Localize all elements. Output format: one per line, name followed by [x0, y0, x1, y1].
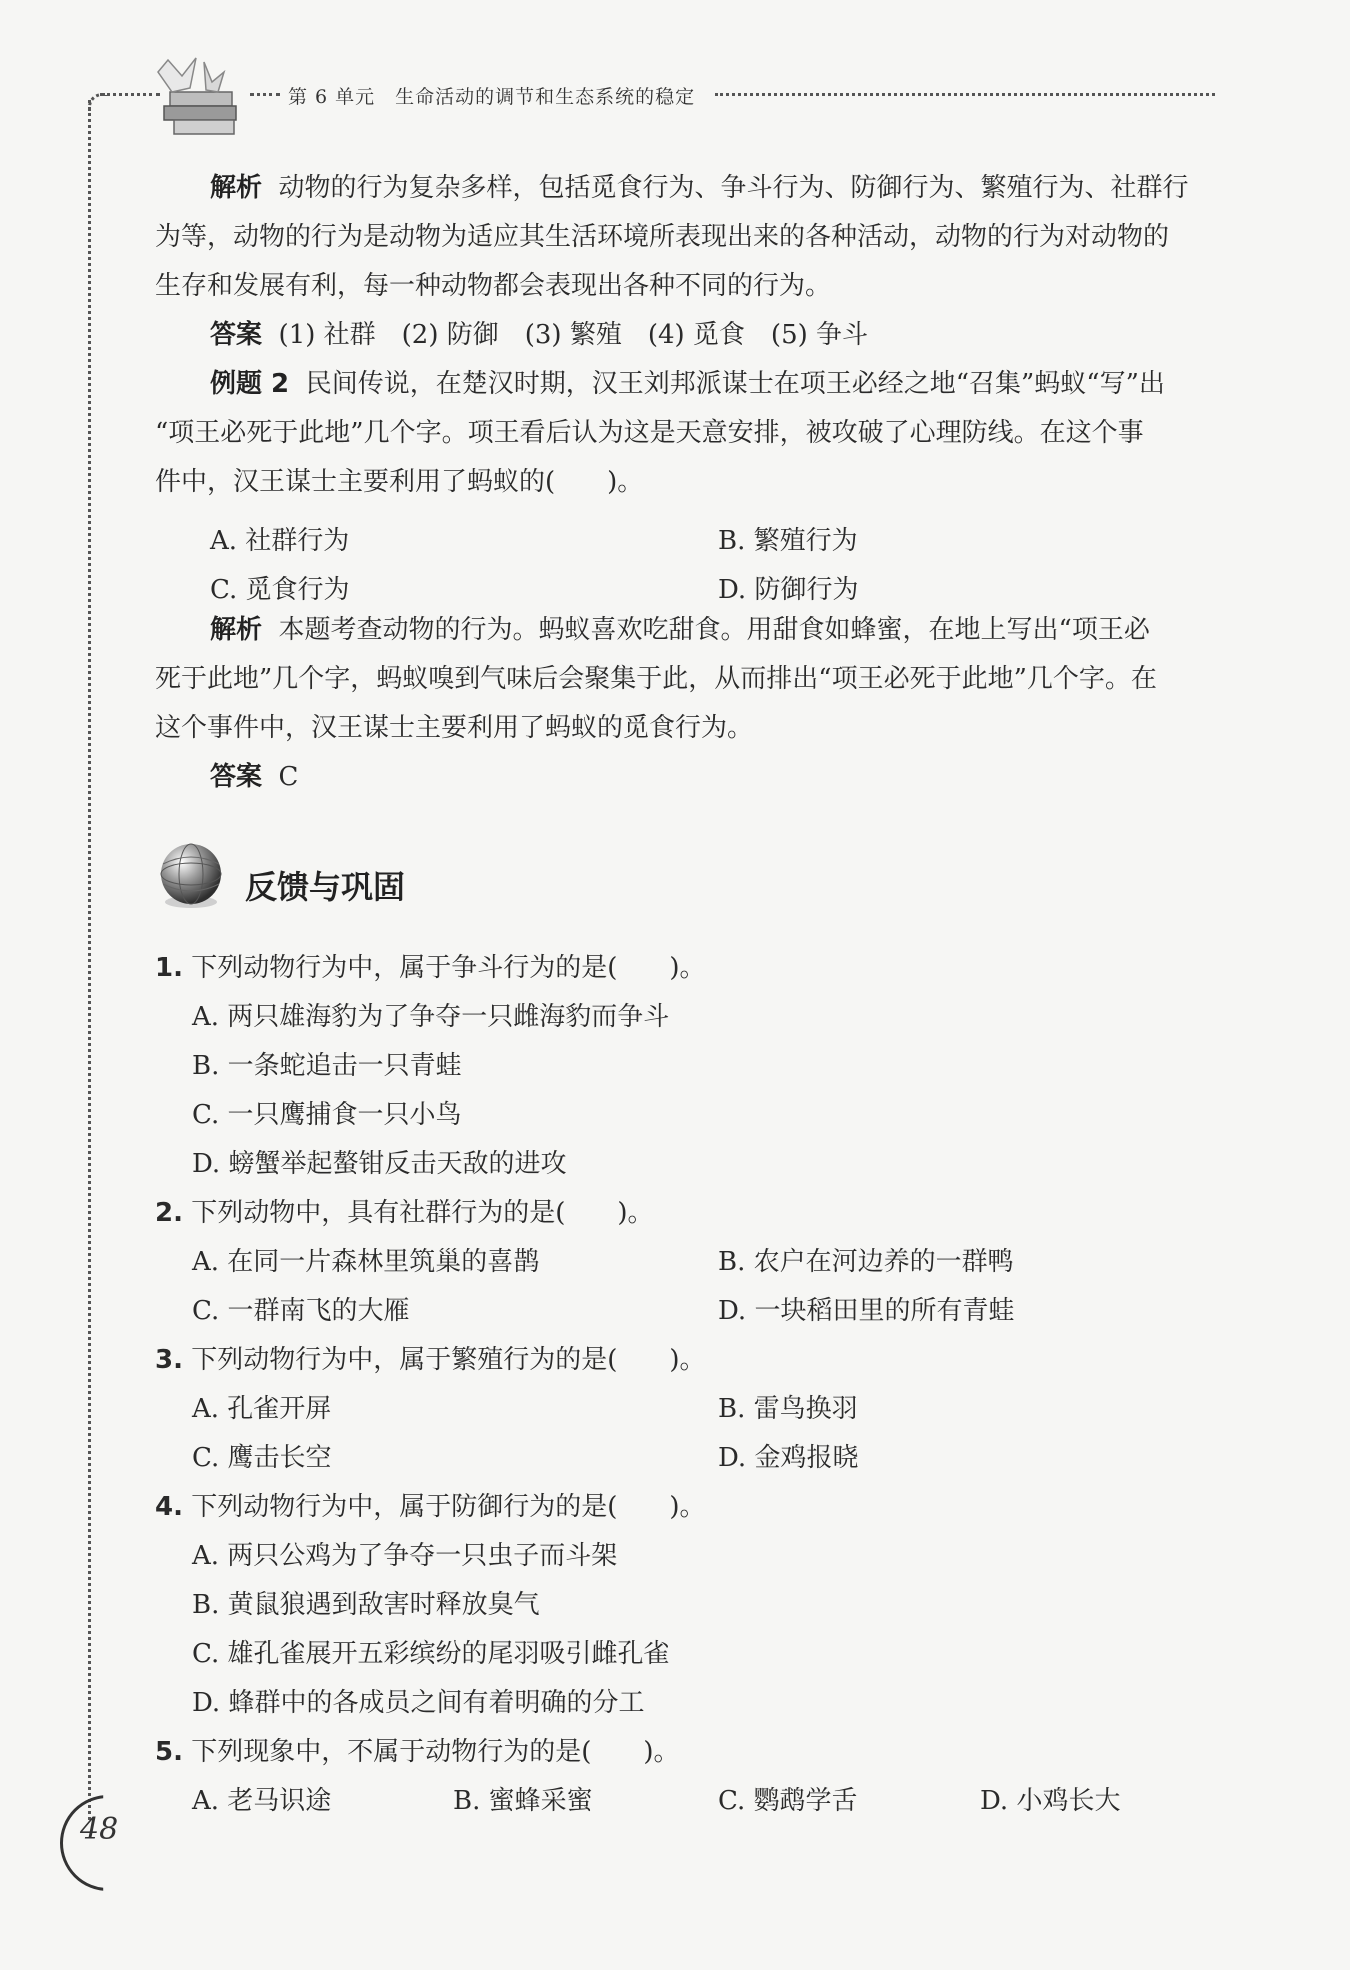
analysis-label: 解析 — [210, 615, 263, 645]
question-3-option-c: C. 鹰击长空 — [192, 1443, 332, 1473]
question-1-option-c: C. 一只鹰捕食一只小鸟 — [192, 1100, 462, 1130]
example2-answer: 答案 C — [210, 762, 299, 792]
analysis-label: 解析 — [210, 173, 263, 203]
books-icon — [148, 52, 248, 140]
question-2-option-a: A. 在同一片森林里筑巢的喜鹊 — [192, 1247, 540, 1277]
example2-analysis-line-1: 解析 本题考查动物的行为。蚂蚁喜欢吃甜食。用甜食如蜂蜜，在地上写出“项王必 — [210, 615, 1150, 645]
question-5-option-b: B. 蜜蜂采蜜 — [453, 1786, 593, 1816]
example2-analysis-line-3: 这个事件中，汉王谋士主要利用了蚂蚁的觅食行为。 — [155, 713, 754, 743]
example2-option-b: B. 繁殖行为 — [718, 526, 858, 556]
question-3-stem: 3. 下列动物行为中，属于繁殖行为的是( )。 — [155, 1345, 706, 1375]
question-5-stem: 5. 下列现象中，不属于动物行为的是( )。 — [155, 1737, 680, 1767]
example1-answer: 答案 (1) 社群 (2) 防御 (3) 繁殖 (4) 觅食 (5) 争斗 — [210, 320, 869, 350]
margin-dotted-line — [88, 100, 91, 1820]
question-2-option-b: B. 农户在河边养的一群鸭 — [718, 1247, 1014, 1277]
question-3-option-a: A. 孔雀开屏 — [192, 1394, 332, 1424]
example2-option-c: C. 觅食行为 — [210, 575, 350, 605]
example1-analysis-line-2: 为等，动物的行为是动物为适应其生活环境所表现出来的各种活动，动物的行为对动物的 — [155, 222, 1170, 252]
globe-sphere-icon — [155, 840, 227, 912]
question-4-stem: 4. 下列动物行为中，属于防御行为的是( )。 — [155, 1492, 706, 1522]
answer-label: 答案 — [210, 762, 263, 792]
question-5-option-c: C. 鹦鹉学舌 — [718, 1786, 858, 1816]
example2-question-line-1: 例题 2 民间传说，在楚汉时期，汉王刘邦派谋士在项王必经之地“召集”蚂蚁“写”出 — [210, 369, 1165, 399]
question-1-option-d: D. 螃蟹举起螯钳反击天敌的进攻 — [192, 1149, 567, 1179]
example2-question-line-3: 件中，汉王谋士主要利用了蚂蚁的( )。 — [155, 467, 644, 497]
question-1-option-a: A. 两只雄海豹为了争夺一只雌海豹而争斗 — [192, 1002, 670, 1032]
question-4-option-a: A. 两只公鸡为了争夺一只虫子而斗架 — [192, 1541, 618, 1571]
question-3-option-b: B. 雷鸟换羽 — [718, 1394, 858, 1424]
example1-analysis-line-3: 生存和发展有利，每一种动物都会表现出各种不同的行为。 — [155, 271, 832, 301]
question-2-option-d: D. 一块稻田里的所有青蛙 — [718, 1296, 1015, 1326]
question-5-option-d: D. 小鸡长大 — [980, 1786, 1121, 1816]
header-dotted-line-mid — [250, 93, 280, 96]
page-number: 48 — [80, 1812, 119, 1847]
section-title: 反馈与巩固 — [245, 868, 406, 906]
question-4-option-b: B. 黄鼠狼遇到敌害时释放臭气 — [192, 1590, 540, 1620]
example-label: 例题 2 — [210, 369, 290, 399]
question-4-option-c: C. 雄孔雀展开五彩缤纷的尾羽吸引雌孔雀 — [192, 1639, 670, 1669]
question-5-option-a: A. 老马识途 — [192, 1786, 332, 1816]
question-1-stem: 1. 下列动物行为中，属于争斗行为的是( )。 — [155, 953, 706, 983]
header-dotted-line-right — [715, 93, 1215, 96]
example2-option-d: D. 防御行为 — [718, 575, 859, 605]
question-4-option-d: D. 蜂群中的各成员之间有着明确的分工 — [192, 1688, 645, 1718]
question-1-option-b: B. 一条蛇追击一只青蛙 — [192, 1051, 462, 1081]
example2-option-a: A. 社群行为 — [210, 526, 350, 556]
question-2-option-c: C. 一群南飞的大雁 — [192, 1296, 410, 1326]
answer-label: 答案 — [210, 320, 263, 350]
question-2-stem: 2. 下列动物中，具有社群行为的是( )。 — [155, 1198, 654, 1228]
header-unit-title: 第 6 单元 生命活动的调节和生态系统的稳定 — [288, 86, 696, 108]
example1-analysis-line-1: 解析 动物的行为复杂多样，包括觅食行为、争斗行为、防御行为、繁殖行为、社群行 — [210, 173, 1189, 203]
question-3-option-d: D. 金鸡报晓 — [718, 1443, 859, 1473]
example2-analysis-line-2: 死于此地”几个字，蚂蚁嗅到气味后会聚集于此，从而排出“项王必死于此地”几个字。在 — [155, 664, 1157, 694]
example2-question-line-2: “项王必死于此地”几个字。项王看后认为这是天意安排，被攻破了心理防线。在这个事 — [155, 418, 1144, 448]
